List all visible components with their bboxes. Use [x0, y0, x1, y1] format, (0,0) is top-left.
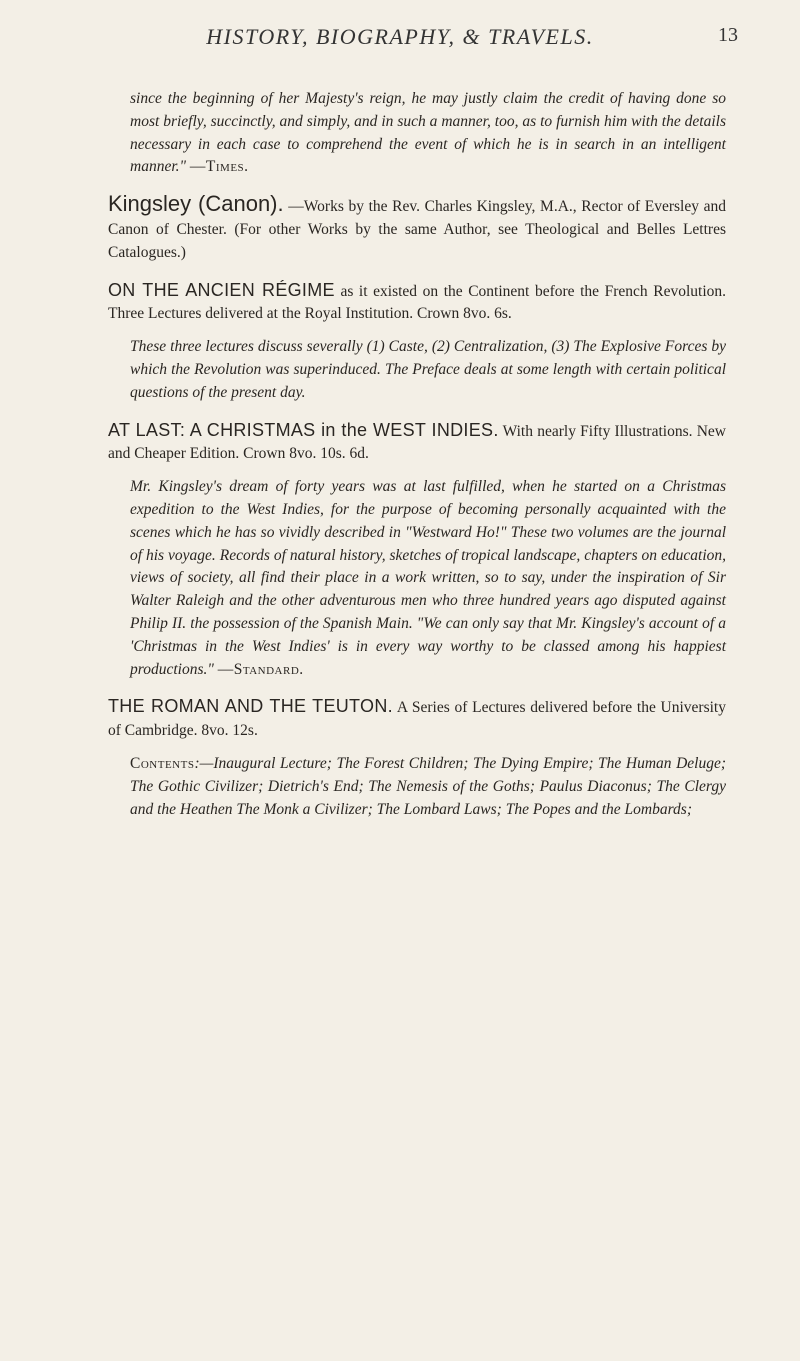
times-review-text: since the beginning of her Majesty's reign, he may justly claim the credit of having done so most briefly, succinctly, and simply, and in such a manner, too, as to furnish him with the details necessary in each case to comprehend the event of which he is in search in an intelligent manner."	[130, 90, 726, 176]
contents-label: Contents	[130, 754, 195, 772]
kingsley-entry	[108, 193, 726, 264]
author-heading: Kingsley (Canon).	[108, 191, 284, 217]
at-last-entry	[108, 419, 726, 682]
times-review-source: —Times.	[189, 158, 249, 176]
book-review-at-last: Mr. Kingsley's dream of forty years was at last fulfilled, when he started on a Christmas expedition to the West Indies, for the purpose of becoming personally acquainted with the scenes which he has so vividly described in "Westward Ho!" These two volumes are the journal of his voyage. Records of natural history, sketches of tropical landscape, chapters on education, views of society, all find their place in a work written, so to say, under the inspiration of Sir Walter Raleigh and the other adventurous men who three hundred years ago disputed against Philip II. the possession of the Spanish Main. "We can only say that Mr. Kingsley's account of a 'Christmas in the West Indies' is in every way worthy to be classed among his happiest productions."	[130, 478, 726, 678]
contents-list: :—Inaugural Lecture; The Forest Children; The Dying Empire; The Human Deluge; The Gothic Civilizer; Dietrich's End; The Nemesis of the Goths; Paulus Diaconus; The Clergy and the Heathen The Monk a Civilizer; The Lombard Laws; The Popes and the Lombards;	[130, 754, 726, 818]
book-title-roman-teuton: THE ROMAN AND THE TEUTON.	[108, 696, 393, 717]
running-title: HISTORY, BIOGRAPHY, & TRAVELS.	[206, 24, 594, 49]
book-details-at-last: With nearly Fifty Illustrations. New and Cheaper Edition. Crown 8vo. 10s. 6d.	[108, 422, 726, 463]
page-body	[108, 88, 726, 835]
ancien-regime-entry	[108, 279, 726, 405]
author-description: —Works by the Rev. Charles Kingsley, M.A., Rector of Eversley and Canon of Chester. (For other Works by the same Author, see Theological and Belles Lettres Catalogues.)	[108, 198, 727, 261]
book-review-source-at-last: —Standard.	[217, 660, 304, 678]
book-details-roman-teuton: A Series of Lectures delivered before the University of Cambridge. 8vo. 12s.	[108, 699, 726, 740]
running-head	[0, 24, 800, 64]
book-title-ancien-regime: ON THE ANCIEN RÉGIME	[108, 279, 335, 300]
roman-teuton-entry	[108, 695, 726, 821]
book-note-ancien-regime: These three lectures discuss severally (1) Caste, (2) Centralization, (3) The Explosive Forces by which the Revolution was superinduced. The Preface deals at some length with certain political questions of the present day.	[130, 338, 726, 401]
times-review	[108, 88, 726, 179]
page-number: 13	[718, 24, 738, 46]
book-title-at-last: AT LAST: A CHRISTMAS in the WEST INDIES.	[108, 419, 499, 440]
book-details-ancien-regime: as it existed on the Continent before the French Revolution. Three Lectures delivered at the Royal Institution. Crown 8vo. 6s.	[108, 282, 727, 323]
